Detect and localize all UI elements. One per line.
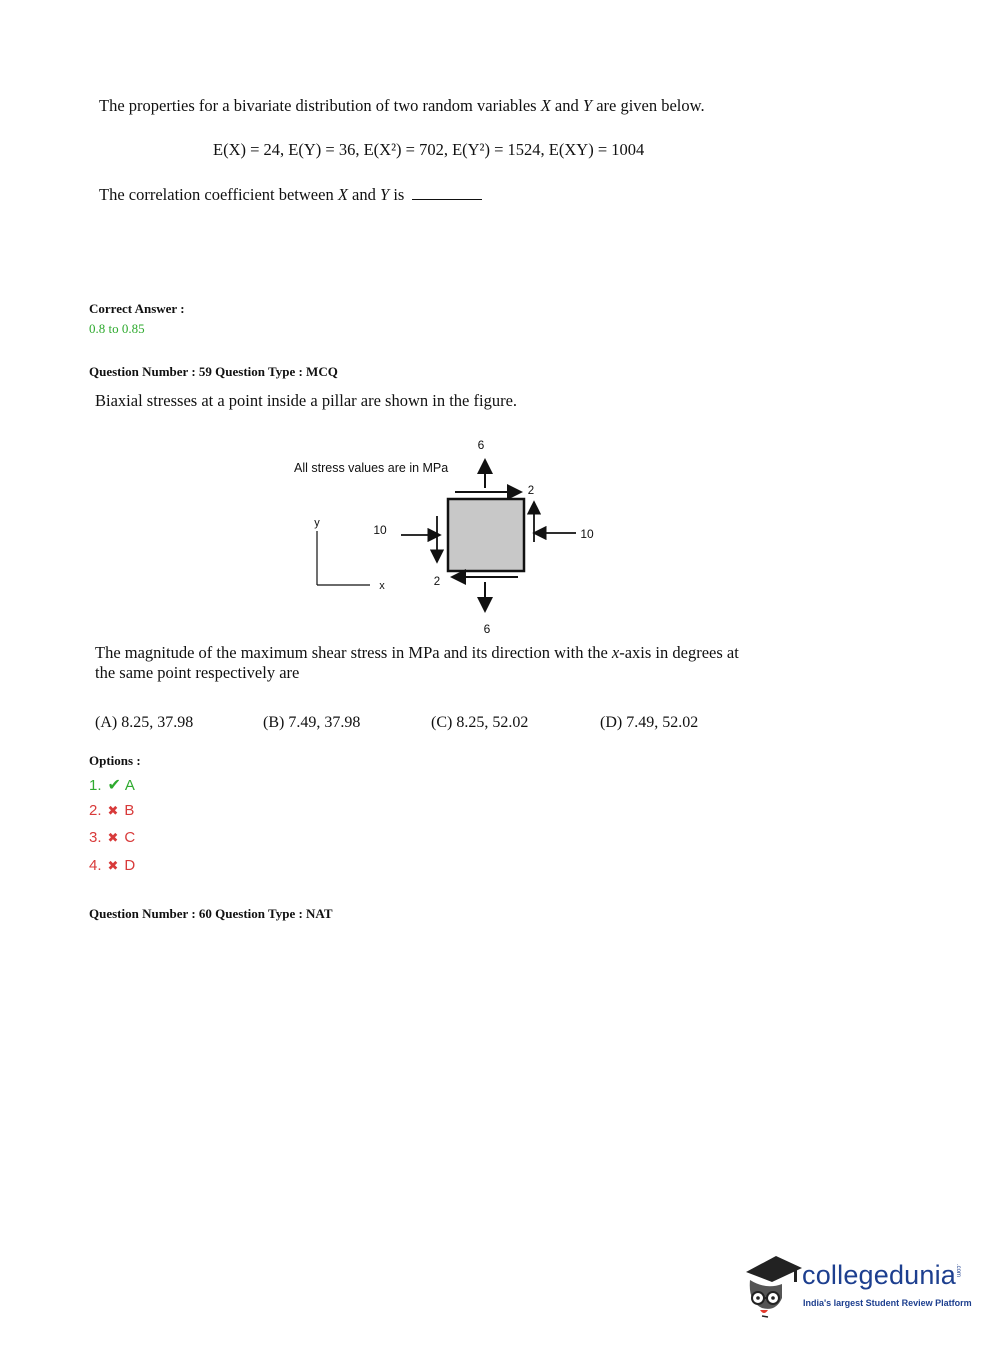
choice-a: (A) 8.25, 37.98 <box>95 714 194 731</box>
q59-question-line2: the same point respectively are <box>95 663 300 682</box>
shear-top-value: 2 <box>527 485 535 497</box>
answer-blank <box>412 185 482 200</box>
shear-bottom-value: 2 <box>433 576 441 588</box>
option-3: 3. ✖ C <box>89 829 136 846</box>
q59-stem: Biaxial stresses at a point inside a pillar are shown in the figure. <box>95 391 518 410</box>
brand-name: collegedunia <box>802 1260 957 1290</box>
choice-c: (C) 8.25, 52.02 <box>431 714 529 731</box>
cross-icon: ✖ <box>107 803 119 818</box>
check-icon: ✔ <box>107 777 121 794</box>
choice-d: (D) 7.49, 52.02 <box>600 714 699 731</box>
correct-answer-label: Correct Answer : <box>89 301 185 316</box>
option-1: 1. ✔ A <box>89 777 135 794</box>
mascot-icon <box>742 1250 804 1320</box>
axis-y-label: y <box>314 517 320 529</box>
options-label: Options : <box>89 753 141 768</box>
cross-icon: ✖ <box>107 858 119 873</box>
right-stress-value: 10 <box>580 527 594 541</box>
correct-answer-value: 0.8 to 0.85 <box>89 321 145 336</box>
q58-prompt: The correlation coefficient between X and Y is <box>99 185 482 205</box>
bottom-stress-value: 6 <box>483 622 491 636</box>
option-4: 4. ✖ D <box>89 857 136 874</box>
q59-header: Question Number : 59 Question Type : MCQ <box>89 364 338 379</box>
top-stress-value: 6 <box>477 438 485 452</box>
stress-element-figure <box>280 430 620 640</box>
stress-element-square <box>448 499 524 571</box>
choice-b: (B) 7.49, 37.98 <box>263 714 361 731</box>
figure-note: All stress values are in MPa <box>294 461 449 475</box>
brand-tagline: India's largest Student Review Platform <box>803 1298 972 1308</box>
axis-x-label: x <box>379 580 385 592</box>
q59-question-line1: The magnitude of the maximum shear stress in MPa and its direction with the x-axis in degrees at <box>95 643 739 662</box>
brand-suffix: .com <box>955 1264 961 1278</box>
left-stress-value: 10 <box>373 523 387 537</box>
q58-equation: E(X) = 24, E(Y) = 36, E(X²) = 702, E(Y²) = 1524, E(XY) = 1004 <box>213 140 645 159</box>
cross-icon: ✖ <box>107 830 119 845</box>
q60-header: Question Number : 60 Question Type : NAT <box>89 906 333 921</box>
q58-intro: The properties for a bivariate distribution of two random variables X and Y are given below. <box>99 96 705 115</box>
option-2: 2. ✖ B <box>89 802 135 819</box>
collegedunia-logo <box>742 1250 972 1322</box>
